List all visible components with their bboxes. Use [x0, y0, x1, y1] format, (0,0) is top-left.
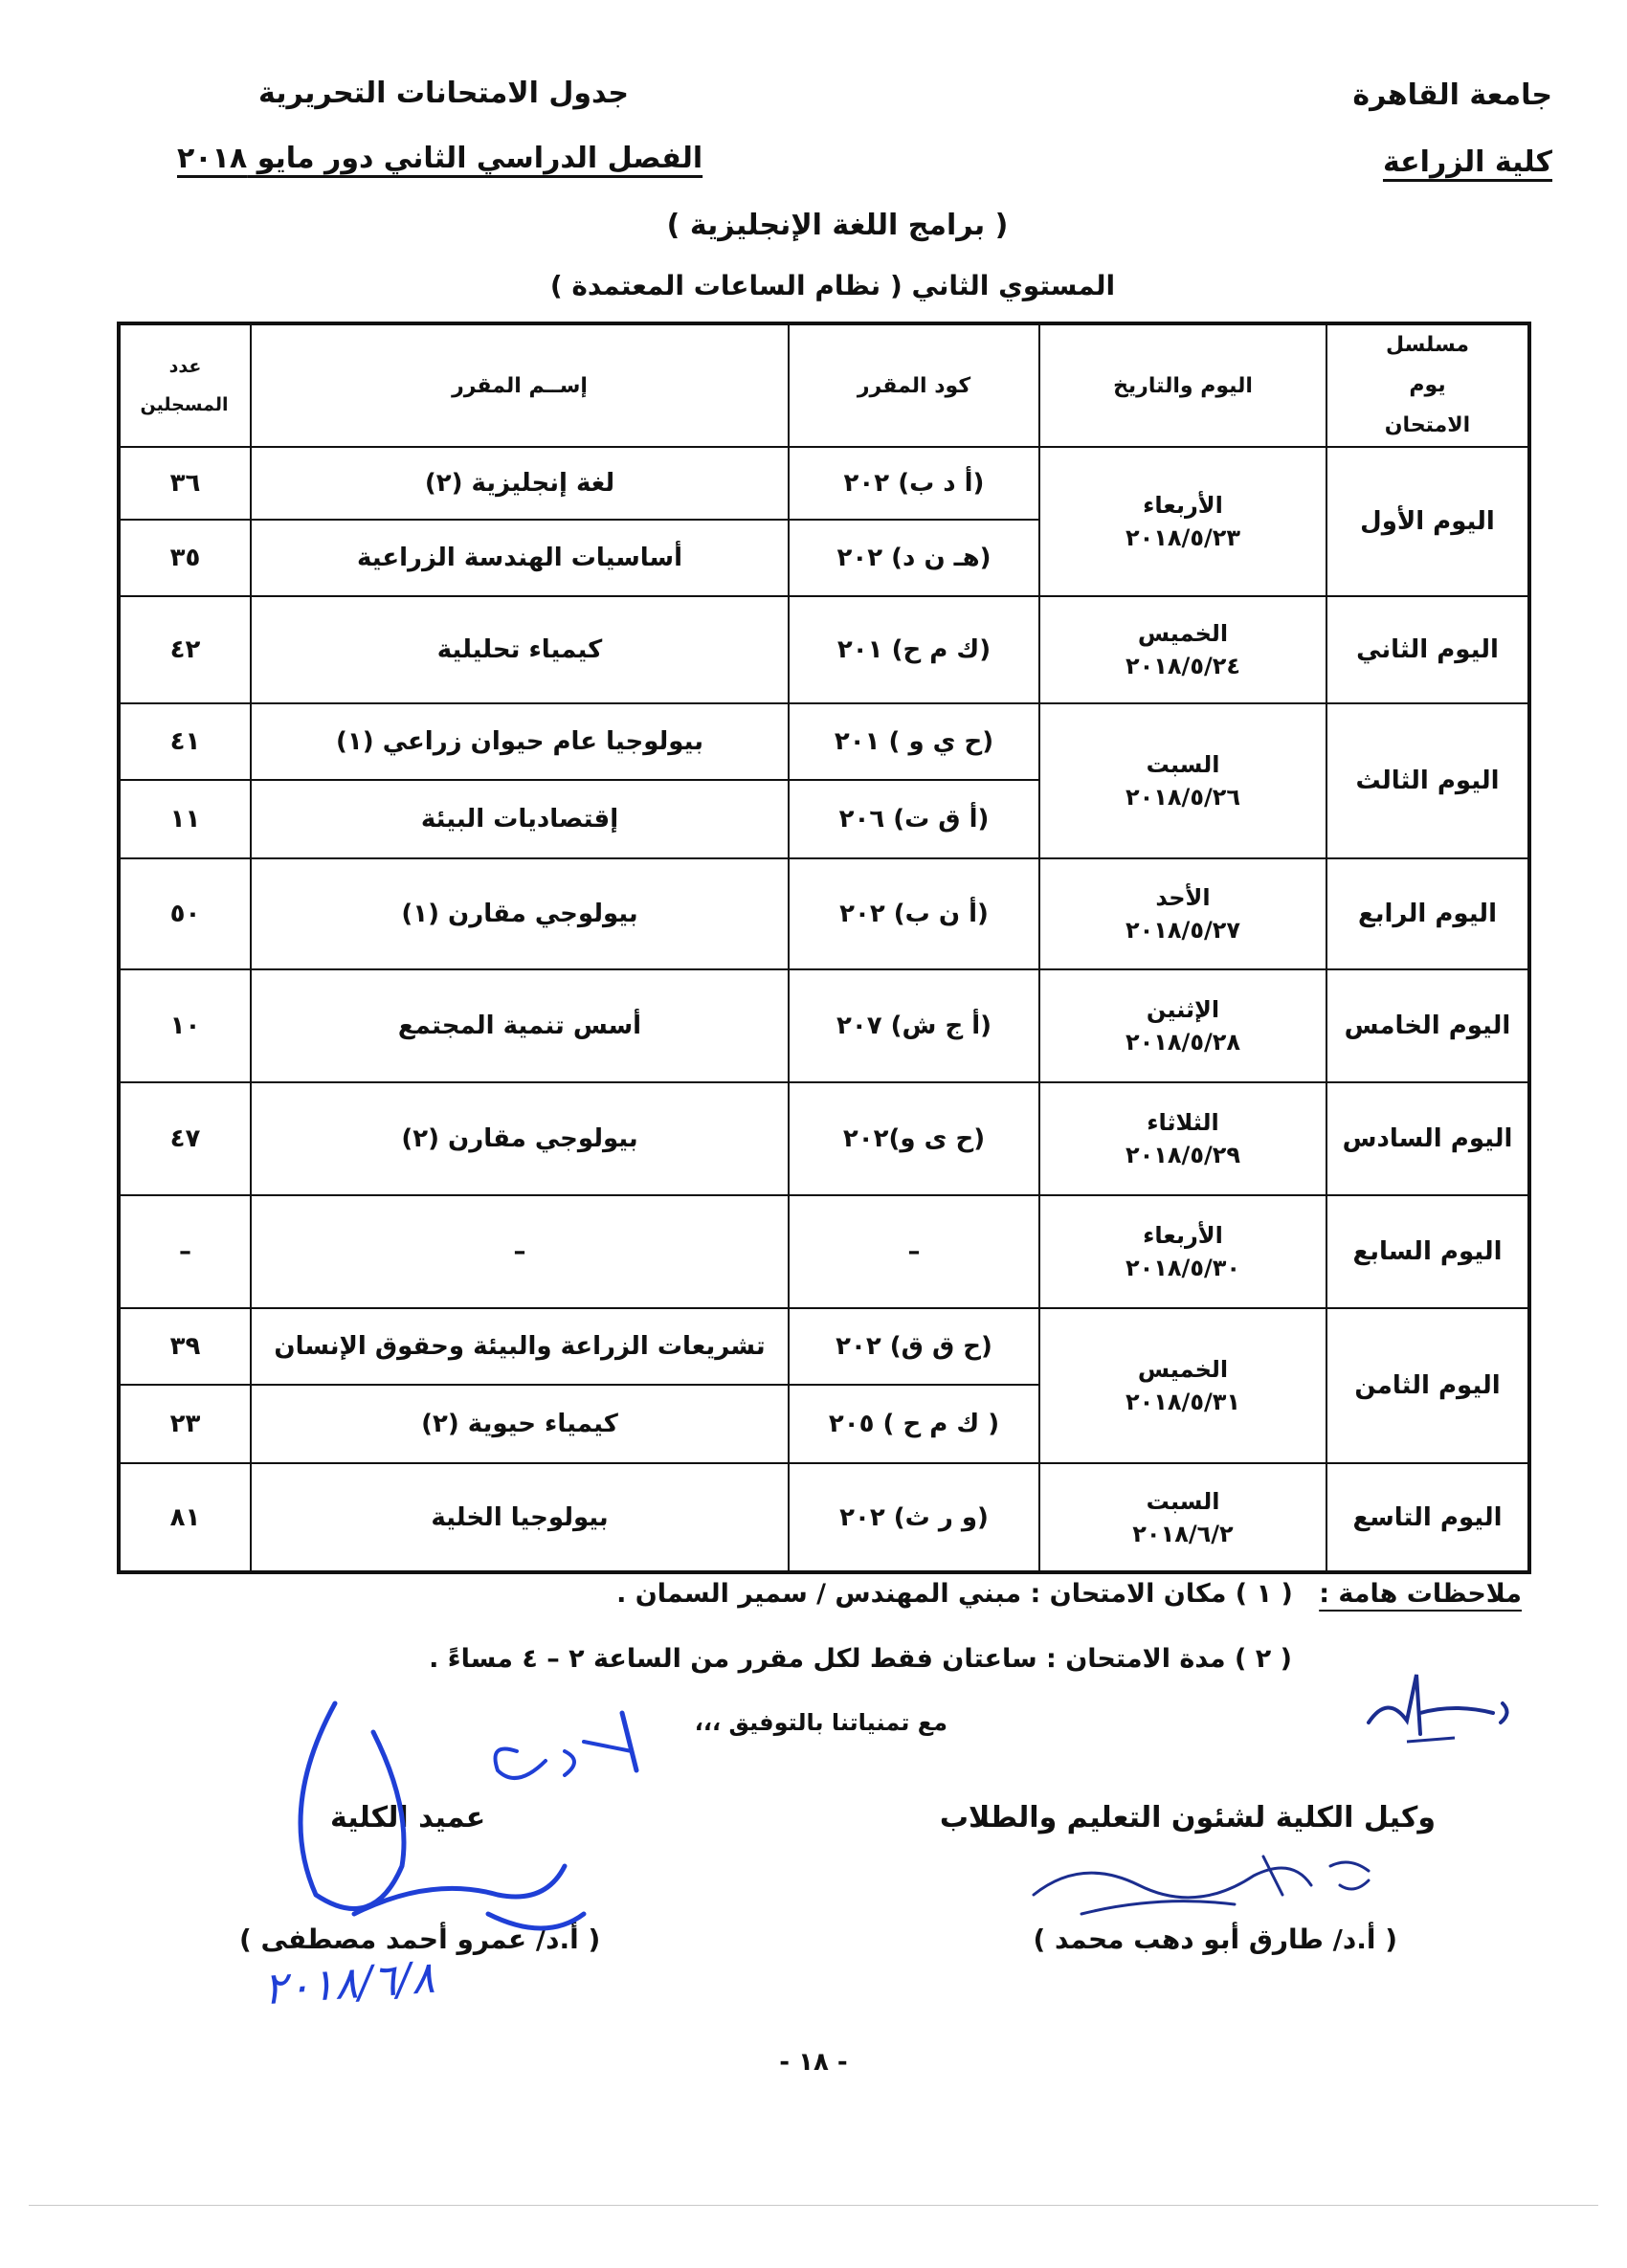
enrolled-count-cell: ٢٣: [119, 1385, 251, 1463]
column-header-course-code: كود المقرر: [789, 323, 1039, 447]
day-serial-cell: اليوم الأول: [1326, 447, 1529, 596]
column-header-enrolled: عدد المسجلين: [119, 323, 251, 447]
enrolled-count-cell: ٤٢: [119, 596, 251, 703]
table-row: [119, 596, 1529, 703]
day-date-cell: الأربعاء ٢٠١٨/٥/٣٠: [1039, 1195, 1326, 1308]
enrolled-count-cell: ٣٩: [119, 1308, 251, 1385]
day-serial-cell: اليوم السابع: [1326, 1195, 1529, 1308]
notes-line-1: [616, 1579, 1522, 1609]
course-name-cell: بيولوجي مقارن (٢): [251, 1082, 789, 1195]
level-title: المستوي الثاني ( نظام الساعات المعتمدة ): [549, 270, 1116, 301]
course-name-cell: كيمياء تحليلية: [251, 596, 789, 703]
faculty-name: كلية الزراعة: [1382, 145, 1552, 179]
course-name-cell: –: [251, 1195, 789, 1308]
enrolled-count-cell: ٣٦: [119, 447, 251, 520]
vice-dean-name: ( أ.د/ طارق أبو دهب محمد ): [1033, 1923, 1397, 1955]
course-code-cell: (أ ج ش) ٢٠٧: [789, 969, 1039, 1082]
day-date-cell: السبت ٢٠١٨/٥/٢٦: [1039, 703, 1326, 858]
course-code-cell: (و ر ث) ٢٠٢: [789, 1463, 1039, 1572]
column-header-day-date: اليوم والتاريخ: [1039, 323, 1326, 447]
table-row: [119, 858, 1529, 969]
course-code-cell: (ح ي و ) ٢٠١: [789, 703, 1039, 780]
enrolled-count-cell: ١١: [119, 780, 251, 858]
day-serial-cell: اليوم التاسع: [1326, 1463, 1529, 1572]
university-name: جامعة القاهرة: [1352, 78, 1552, 112]
day-date-cell: الخميس ٢٠١٨/٥/٣١: [1039, 1308, 1326, 1463]
table-row: [119, 1463, 1529, 1572]
schedule-title: جدول الامتحانات التحريرية: [258, 77, 629, 110]
dean-title: عميد الكلية: [330, 1801, 486, 1834]
course-name-cell: بيولوجي مقارن (١): [251, 858, 789, 969]
course-name-cell: كيمياء حيوية (٢): [251, 1385, 789, 1463]
enrolled-count-cell: ٤٧: [119, 1082, 251, 1195]
page-number: - ١٨ -: [779, 2048, 848, 2077]
handwritten-date: ٢٠١٨/٦/٨: [261, 1950, 436, 2015]
scan-edge-line: [29, 2205, 1598, 2206]
day-date-cell: الخميس ٢٠١٨/٥/٢٤: [1039, 596, 1326, 703]
dean-name: ( أ.د/ عمرو أحمد مصطفى ): [239, 1923, 601, 1955]
column-header-course-name: إســم المقرر: [251, 323, 789, 447]
program-title: ( برامج اللغة الإنجليزية ): [666, 209, 1009, 242]
course-name-cell: أساسيات الهندسة الزراعية: [251, 520, 789, 596]
closing-wish: مع تمنياتنا بالتوفيق ،،،: [694, 1709, 947, 1736]
column-header-day-serial: مسلسل يوم الامتحان: [1326, 323, 1529, 447]
table-row: [119, 1082, 1529, 1195]
day-serial-cell: اليوم الرابع: [1326, 858, 1529, 969]
note-location: ( ١ ) مكان الامتحان : مبني المهندس / سمير السمان .: [616, 1579, 1293, 1609]
course-code-cell: ( ك م ح ) ٢٠٥: [789, 1385, 1039, 1463]
course-code-cell: (هـ ن د) ٢٠٢: [789, 520, 1039, 596]
dean-signature: [258, 1694, 660, 2000]
table-row: [119, 969, 1529, 1082]
course-name-cell: إقتصاديات البيئة: [251, 780, 789, 858]
day-date-cell: الأربعاء ٢٠١٨/٥/٢٣: [1039, 447, 1326, 596]
course-code-cell: (أ ق ت) ٢٠٦: [789, 780, 1039, 858]
table-header-row: [119, 323, 1529, 447]
vice-dean-title: وكيل الكلية لشئون التعليم والطلاب: [939, 1801, 1436, 1834]
day-serial-cell: اليوم الثاني: [1326, 596, 1529, 703]
notes-label: ملاحظات هامة :: [1319, 1579, 1522, 1609]
day-serial-cell: اليوم الثالث: [1326, 703, 1529, 858]
enrolled-count-cell: –: [119, 1195, 251, 1308]
enrolled-count-cell: ٥٠: [119, 858, 251, 969]
course-code-cell: –: [789, 1195, 1039, 1308]
day-date-cell: الإثنين ٢٠١٨/٥/٢٨: [1039, 969, 1326, 1082]
vice-dean-signature: [1024, 1837, 1426, 1943]
day-date-cell: الثلاثاء ٢٠١٨/٥/٢٩: [1039, 1082, 1326, 1195]
course-code-cell: (ح ق ق) ٢٠٢: [789, 1308, 1039, 1385]
course-code-cell: (أ ن ب) ٢٠٢: [789, 858, 1039, 969]
course-name-cell: بيولوجيا الخلية: [251, 1463, 789, 1572]
semester-title: الفصل الدراسي الثاني دور مايو ٢٠١٨: [177, 142, 703, 175]
course-code-cell: (ح ى و)٢٠٢: [789, 1082, 1039, 1195]
course-name-cell: أسس تنمية المجتمع: [251, 969, 789, 1082]
course-name-cell: لغة إنجليزية (٢): [251, 447, 789, 520]
table-row: [119, 1308, 1529, 1385]
table-row: [119, 447, 1529, 520]
enrolled-count-cell: ٨١: [119, 1463, 251, 1572]
note-duration: ( ٢ ) مدة الامتحان : ساعتان فقط لكل مقرر من الساعة ٢ – ٤ مساءً .: [429, 1644, 1292, 1674]
table-row: [119, 703, 1529, 780]
course-name-cell: تشريعات الزراعة والبيئة وحقوق الإنسان: [251, 1308, 789, 1385]
enrolled-count-cell: ١٠: [119, 969, 251, 1082]
enrolled-count-cell: ٣٥: [119, 520, 251, 596]
course-name-cell: بيولوجيا عام حيوان زراعي (١): [251, 703, 789, 780]
day-serial-cell: اليوم السادس: [1326, 1082, 1529, 1195]
course-code-cell: (أ د ب) ٢٠٢: [789, 447, 1039, 520]
day-serial-cell: اليوم الخامس: [1326, 969, 1529, 1082]
day-serial-cell: اليوم الثامن: [1326, 1308, 1529, 1463]
table-row: [119, 1195, 1529, 1308]
day-date-cell: السبت ٢٠١٨/٦/٢: [1039, 1463, 1326, 1572]
vice-dean-initials-signature: [1349, 1656, 1531, 1761]
enrolled-count-cell: ٤١: [119, 703, 251, 780]
course-code-cell: (ك م ح) ٢٠١: [789, 596, 1039, 703]
exam-schedule-table: [117, 322, 1531, 1574]
day-date-cell: الأحد ٢٠١٨/٥/٢٧: [1039, 858, 1326, 969]
